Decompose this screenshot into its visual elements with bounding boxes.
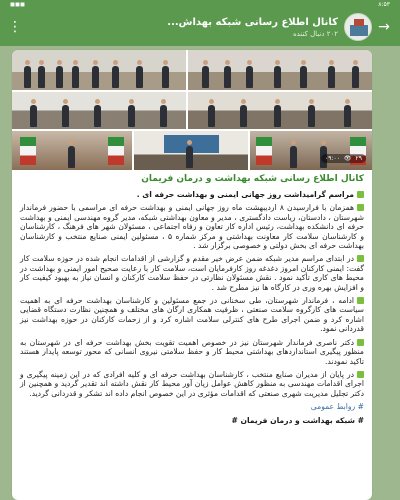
green-square-icon bbox=[357, 191, 364, 198]
photo-album[interactable] bbox=[12, 50, 372, 170]
paragraph: ادامه ، فرماندار شهرستان، طی سخنانی در جمع مسئولین و کارشناسان بهداشت حرفه ای به اهمیت سیاست های کارگروه سلامت صنعتی ، ظرفیت همکاری ارگان های مختلف و همچنین نظارت دستگاه قضایی اشاره کرد و ضمن اجرای طرح های کنترلی سلامت اشاره کرد و از زحمات کارکنان در حوزه بهداشت نیز قدردانی نمود. bbox=[20, 296, 364, 334]
channel-avatar[interactable] bbox=[344, 13, 372, 41]
message-text bbox=[20, 190, 364, 429]
hashtag-line[interactable]: # روابط عمومی bbox=[310, 402, 364, 412]
green-square-icon bbox=[357, 339, 364, 346]
channel-title: کانال اطلاع رسانی شبکه بهداش... bbox=[167, 16, 338, 28]
message-bubble bbox=[12, 50, 372, 500]
signal-indicator: ◼◼◼ bbox=[10, 0, 25, 8]
album-photo[interactable] bbox=[188, 92, 372, 129]
clock: ۸:۵۳ bbox=[378, 0, 390, 8]
green-square-icon bbox=[357, 255, 364, 262]
channel-header bbox=[0, 8, 400, 46]
views-count: ۲۹ bbox=[355, 155, 362, 162]
channel-title-block[interactable] bbox=[28, 17, 338, 38]
paragraph: همزمان با فرارسیدن ۸ اردیبهشت ماه روز جهانی ایمنی و بهداشت حرفه ای مراسمی با حضور فرماندار شهرستان ، دادستان، ریاست دادگستری ، مدیر و معاون بهداشتی شبکه، مدیر گروه مهندسی ایمنی و بهداشت حرفه ای دانشکده بهداشت، رئیس اداره کار تعاون و رفاه اجتماعی ، مسئولان شهر های فرهنگ ، کارشناسان و کارشناسان سلامت کار معاونت بهداشتی و مرکز شماره ۵ ، مسئولین ایمنی صنایع منتخب و کارشناسان بهداشت حرفه ای بخش دولتی و خصوصی برگزار شد . bbox=[20, 203, 365, 251]
forwarded-channel-name[interactable]: کانال اطلاع رسانی شبکه بهداشت و درمان فریمان bbox=[141, 174, 364, 184]
paragraph: دکتر ناصری فرماندار شهرستان نیز در خصوص اهمیت تقویت بخش بهداشت حرفه ای در شهرستان به منظور پیگیری استانداردهای بهداشتی محیط کار و حفظ سلامتی نیروی انسانی که محور توسعه پایدار هستند تاکید نمودند. bbox=[20, 337, 364, 366]
paragraph: در پایان از مدیران صنایع منتخب ، کارشناسان بهداشت حرفه ای و کلیه افرادی که در این زمینه پیگیری و اجرای اقدامات مهندسی به منظور کاهش عوامل زیان آور محیط کار نقش داشته اند تقدیر گردید و همچنین از دکتر تجلیل مدیریت شهری صنعتی که اقدامات مؤثری در این خصوص انجام داده اند تشکر و قدردانی گردید. bbox=[20, 369, 364, 398]
album-photo[interactable] bbox=[134, 131, 248, 170]
media-meta bbox=[321, 154, 366, 163]
paragraph: در ابتدای مراسم مدیر شبکه ضمن عرض خیر مقدم و گزارشی از اقدامات انجام شده در حوزه سلامت کار گفت: ایمنی کارکنان امروز دغدغه روز کارفرمایان است، سلامت کار با رعایت صحیح امور ایمنی و بهداشت در محیط های کاری تأکید نمود . نقش مسئولان نظارتی در حفظ سلامت کارکنان و انسان نیاز به بهبود کیفیت کار و افزایش بهره وری در کارگاه ها نیز مطرح شد . bbox=[20, 254, 364, 292]
subscriber-count: ۲۰۲ دنبال کننده bbox=[292, 29, 338, 38]
eye-icon: 👁 bbox=[343, 155, 352, 162]
album-photo[interactable] bbox=[188, 50, 372, 90]
intro-paragraph: مراسم گرامیداشت روز جهانی ایمنی و بهداشت حرفه ای . bbox=[20, 190, 364, 199]
album-photo[interactable] bbox=[250, 131, 372, 170]
green-square-icon bbox=[357, 297, 364, 304]
album-photo[interactable] bbox=[12, 131, 132, 170]
status-bar bbox=[0, 0, 400, 8]
post-time: ۰۹:۰۰ bbox=[325, 155, 340, 162]
arrow-back-icon[interactable]: → bbox=[378, 19, 390, 35]
footer-line: # شبکه بهداشت و درمان فریمان # bbox=[231, 415, 364, 425]
green-square-icon bbox=[357, 204, 364, 211]
kebab-icon[interactable]: ⋮ bbox=[8, 19, 22, 35]
album-photo[interactable] bbox=[12, 92, 186, 129]
album-photo[interactable] bbox=[12, 50, 186, 90]
green-square-icon bbox=[357, 371, 364, 378]
